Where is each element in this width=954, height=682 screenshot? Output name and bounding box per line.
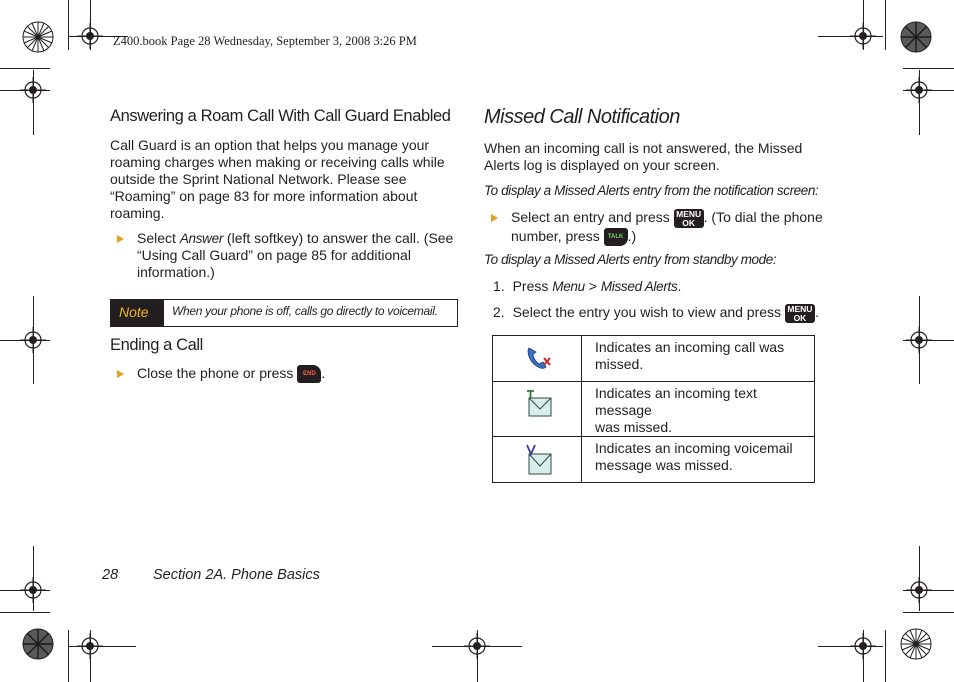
registration-mark-icon <box>850 633 876 659</box>
bullet-arrow-icon <box>117 370 124 378</box>
bullet-text: . (To dial the phone <box>703 209 823 226</box>
crop-line <box>885 630 886 682</box>
registration-mark-icon <box>77 633 103 659</box>
registration-mark-icon <box>906 327 932 353</box>
ending-call-heading: Ending a Call <box>110 336 203 354</box>
description-line: missed. <box>595 356 644 372</box>
crop-line <box>885 0 886 50</box>
bullet-line: “Using Call Guard” on page 85 for additional <box>137 247 411 263</box>
table-row <box>493 336 815 382</box>
menu-path-missed-alerts: Missed Alerts <box>600 279 678 294</box>
menu-ok-key-icon <box>674 209 704 228</box>
paragraph-line: Call Guard is an option that helps you manage your <box>110 137 430 153</box>
description-line: message was missed. <box>595 457 733 473</box>
description-line: was missed. <box>595 419 673 435</box>
paragraph-line: roaming charges when making or receiving calls while <box>110 154 445 170</box>
bullet-arrow-icon <box>117 235 124 243</box>
missed-call-heading: Missed Call Notification <box>484 106 680 128</box>
registration-mark-icon <box>906 77 932 103</box>
step-2 <box>493 304 819 323</box>
registration-mark-icon <box>906 577 932 603</box>
missed-alerts-icon-table <box>492 335 815 483</box>
description-line: Indicates an incoming voicemail <box>595 440 793 456</box>
crop-line <box>903 612 954 613</box>
key-label: OK <box>682 218 696 228</box>
registration-mark-icon <box>850 23 876 49</box>
section-title: Section 2A. Phone Basics <box>153 567 320 583</box>
description-line: Indicates an incoming text message <box>595 385 757 418</box>
description-line: Indicates an incoming call was <box>595 339 785 355</box>
instruction-notification: To display a Missed Alerts entry from the notification screen: <box>484 183 819 198</box>
registration-mark-icon <box>77 23 103 49</box>
bullet-text: (left softkey) to answer the call. (See <box>223 230 454 246</box>
key-label: MENU <box>676 209 702 219</box>
menu-path-menu: Menu <box>552 279 585 294</box>
missed-text-message-icon <box>526 389 554 419</box>
registration-mark-icon <box>20 327 46 353</box>
note-box <box>110 299 458 327</box>
crop-line <box>68 0 69 50</box>
step-number: 1. <box>493 278 505 294</box>
paragraph-line: outside the Sprint National Network. Please see <box>110 171 407 187</box>
step-text: Press <box>512 278 553 294</box>
crop-line <box>0 68 50 69</box>
page-number: 28 <box>102 567 119 583</box>
bullet-text: number, press <box>511 228 600 244</box>
step-text: . <box>814 304 819 321</box>
missed-call-icon <box>525 345 553 371</box>
table-description <box>582 437 815 483</box>
missed-call-intro <box>484 140 802 174</box>
step-1 <box>493 278 681 295</box>
table-description <box>582 336 815 382</box>
starburst-target-icon <box>900 628 932 660</box>
paragraph-line: Alerts log is displayed on your screen. <box>484 157 720 173</box>
instruction-standby: To display a Missed Alerts entry from standby mode: <box>484 252 777 267</box>
table-icon-cell <box>493 336 582 382</box>
softkey-answer: Answer <box>179 231 224 246</box>
step-text: . <box>677 278 682 294</box>
starburst-target-icon <box>22 628 54 660</box>
key-label: OK <box>793 313 807 323</box>
answer-bullet <box>137 230 453 281</box>
crop-line <box>0 612 50 613</box>
key-label: MENU <box>787 304 813 314</box>
select-entry-bullet <box>511 209 823 246</box>
step-text: Select the entry you wish to view and press <box>512 304 782 321</box>
table-icon-cell <box>493 437 582 483</box>
bullet-text: Select an entry and press <box>511 209 670 226</box>
crop-line <box>903 68 954 69</box>
table-row <box>493 437 815 483</box>
paragraph-line: “Roaming” on page 83 for more information about <box>110 188 418 204</box>
starburst-target-icon <box>22 21 54 53</box>
registration-mark-icon <box>464 633 490 659</box>
table-row <box>493 382 815 437</box>
paragraph-line: When an incoming call is not answered, the Missed <box>484 140 803 156</box>
note-text: When your phone is off, calls go directly to voicemail. <box>172 304 438 318</box>
bullet-text: Close the phone or press <box>137 365 294 381</box>
bullet-line: information.) <box>137 264 215 280</box>
starburst-target-icon <box>900 21 932 53</box>
end-call-bullet <box>137 365 325 383</box>
roam-call-heading: Answering a Roam Call With Call Guard Enabled <box>110 107 451 125</box>
crop-line <box>68 630 69 682</box>
menu-ok-key-icon <box>785 304 815 323</box>
talk-key-icon: TALK <box>604 228 628 246</box>
table-icon-cell <box>493 382 582 437</box>
end-key-icon: END <box>297 365 321 383</box>
table-description <box>582 382 815 437</box>
bullet-text: .) <box>627 228 637 244</box>
registration-mark-icon <box>20 577 46 603</box>
paragraph-line: roaming. <box>110 205 165 221</box>
bullet-arrow-icon <box>491 214 498 222</box>
bullet-text: Select <box>137 230 180 246</box>
book-header: Z400.book Page 28 Wednesday, September 3, 2008 3:26 PM <box>113 34 417 48</box>
step-number: 2. <box>493 304 505 321</box>
menu-path-separator: > <box>584 278 601 294</box>
note-label: Note <box>111 300 164 326</box>
registration-mark-icon <box>20 77 46 103</box>
missed-voicemail-icon <box>526 444 554 476</box>
bullet-text: . <box>321 365 326 381</box>
roam-call-paragraph <box>110 137 445 222</box>
